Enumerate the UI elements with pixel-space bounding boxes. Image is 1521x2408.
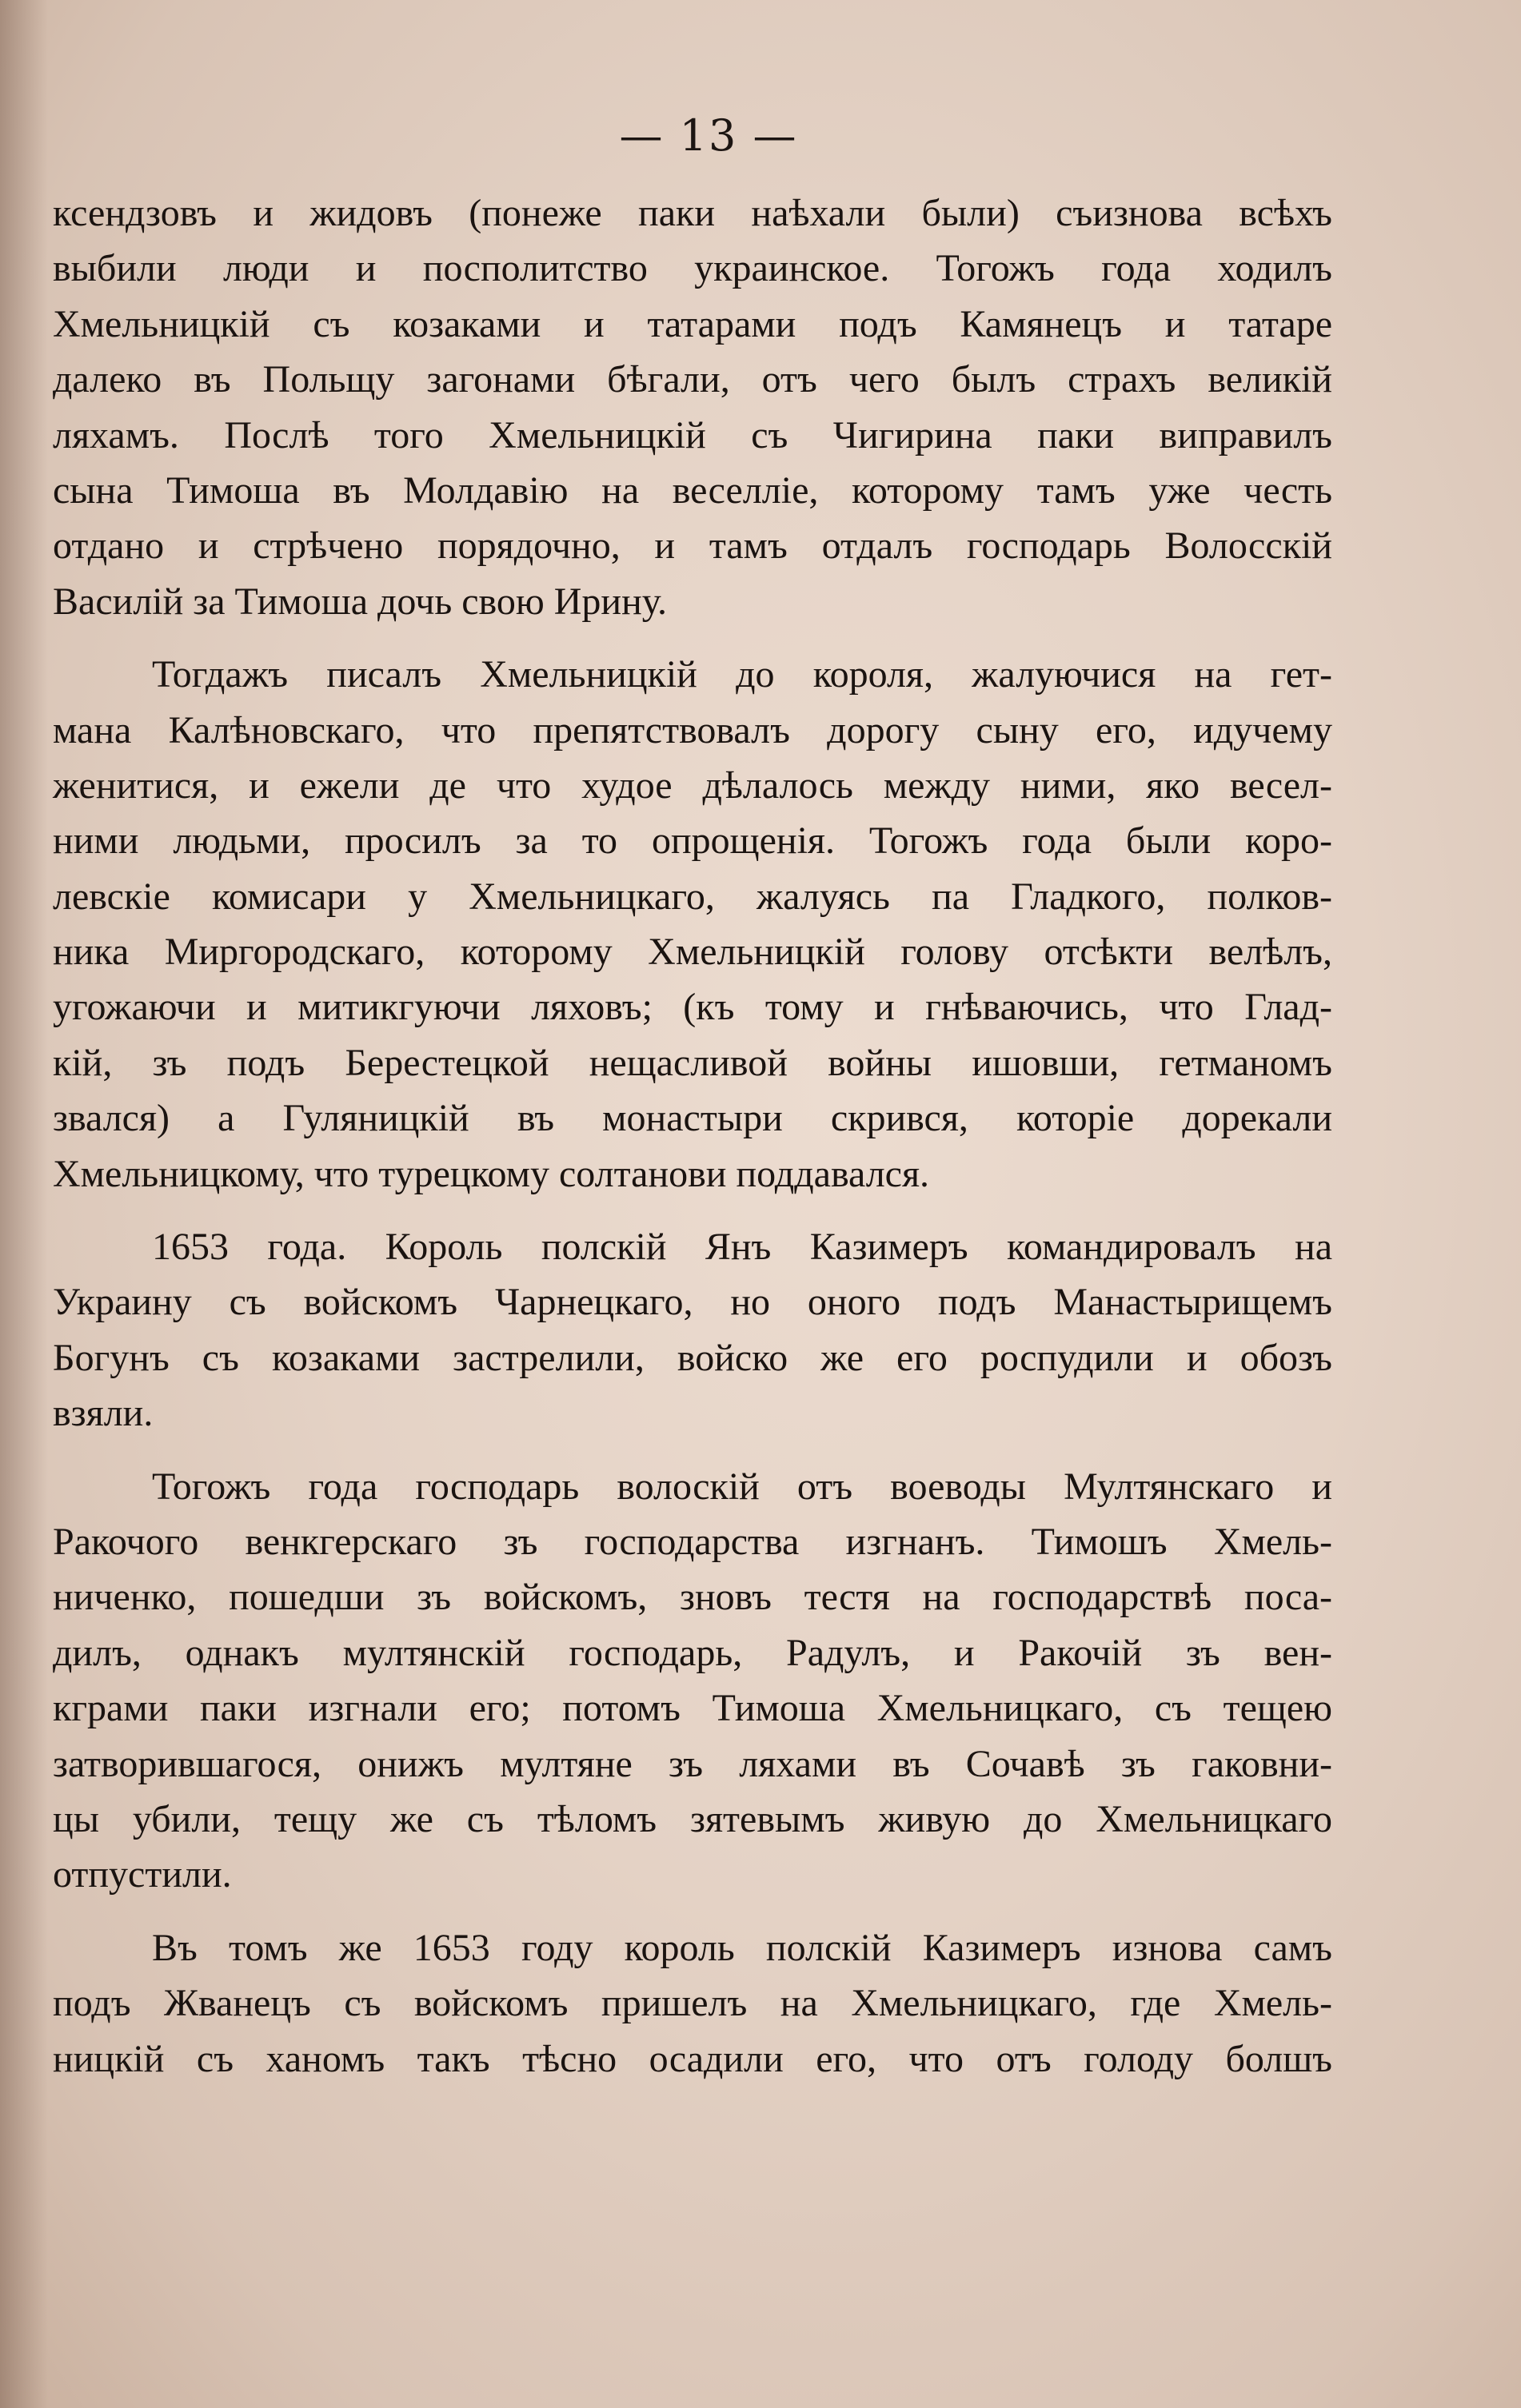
paragraph-gap bbox=[53, 1903, 1332, 1920]
page-number: — 13 — bbox=[619, 110, 798, 161]
text-line: Хмельницкій съ козаками и татарами подъ Камянецъ и татаре bbox=[53, 302, 1332, 345]
text-line: Тогдажъ писалъ Хмельницкій до короля, жалуючися на гет- bbox=[152, 653, 1332, 696]
text-line: сына Тимоша въ Молдавію на веселліе, которому тамъ уже честь bbox=[53, 468, 1332, 512]
text-line: кій, зъ подъ Берестецкой нещасливой войны ишовши, гетманомъ bbox=[53, 1041, 1332, 1084]
text-line: Въ томъ же 1653 году король полскій Казимеръ изнова самъ bbox=[152, 1926, 1332, 1969]
text-line: Тогожъ года господарь волоскій отъ воеводы Мултянскаго и bbox=[152, 1465, 1332, 1508]
text-line: звался) а Гуляницкій въ монастыри скрився, которіе дорекали bbox=[53, 1097, 1332, 1140]
text-line: ника Миргородскаго, которому Хмельницкій голову отсѣкти велѣлъ, bbox=[53, 931, 1332, 974]
text-line: затворившагося, онижъ мултяне зъ ляхами въ Сочавѣ зъ гаковни- bbox=[53, 1742, 1332, 1785]
text-line: выбили люди и посполитство украинское. Тогожъ года ходилъ bbox=[53, 247, 1332, 290]
text-line: женитися, и ежели де что худое дѣлалось между ними, яко весел- bbox=[53, 763, 1332, 807]
paragraph bbox=[53, 1459, 1332, 1903]
paragraph bbox=[53, 1920, 1332, 2087]
text-line: дилъ, однакъ мултянскій господарь, Радулъ, и Ракочій зъ вен- bbox=[53, 1631, 1332, 1674]
paragraph-gap bbox=[53, 1202, 1332, 1219]
text-line: ними людьми, просилъ за то опрощенія. Тогожъ года были коро- bbox=[53, 819, 1332, 863]
text-line: Богунъ съ козаками застрелили, войско же его роспудили и обозъ bbox=[53, 1336, 1332, 1379]
text-line: Василій за Тимоша дочь свою Ирину. bbox=[53, 580, 667, 623]
text-line: ницкій съ ханомъ такъ тѣсно осадили его, что отъ голоду болшъ bbox=[53, 2037, 1332, 2080]
text-line: левскіе комисари у Хмельницкаго, жалуясь па Гладкого, полков- bbox=[53, 875, 1332, 918]
text-line: угожаючи и митикгуючи ляховъ; (къ тому и гнѣваючись, что Глад- bbox=[53, 986, 1332, 1029]
text-line: подъ Жванецъ съ войскомъ пришелъ на Хмельницкаго, где Хмель- bbox=[53, 1982, 1332, 2025]
text-line: кграми паки изгнали его; потомъ Тимоша Хмельницкаго, съ тещею bbox=[53, 1687, 1332, 1730]
text-line: ляхамъ. Послѣ того Хмельницкій съ Чигирина паки виправилъ bbox=[53, 413, 1332, 456]
text-line: далеко въ Польщу загонами бѣгали, отъ чего былъ страхъ великій bbox=[53, 358, 1332, 401]
text-line: мана Калѣновскаго, что препятствовалъ дорогу сыну его, идучему bbox=[53, 708, 1332, 752]
paragraph-gap bbox=[53, 629, 1332, 647]
text-line: 1653 года. Король полскій Янъ Казимеръ командировалъ на bbox=[152, 1226, 1332, 1269]
text-line: отдано и стрѣчено порядочно, и тамъ отдалъ господарь Волосскій bbox=[53, 524, 1332, 568]
text-line: Хмельницкому, что турецкому солтанови поддавался. bbox=[53, 1152, 930, 1195]
text-line: Ракочого венкгерскаго зъ господарства изгнанъ. Тимошъ Хмель- bbox=[53, 1520, 1332, 1563]
text-line: Украину съ войскомъ Чарнецкаго, но оного подъ Манастырищемъ bbox=[53, 1281, 1332, 1324]
text-line: отпустили. bbox=[53, 1853, 232, 1896]
page-text bbox=[53, 185, 1332, 2087]
text-line: ксендзовъ и жидовъ (понеже паки наѣхали были) съизнова всѣхъ bbox=[53, 192, 1332, 234]
text-line: взяли. bbox=[53, 1392, 154, 1435]
paragraph-gap bbox=[53, 1441, 1332, 1459]
paragraph bbox=[53, 185, 1332, 629]
paragraph bbox=[53, 1219, 1332, 1441]
text-line: цы убили, тещу же съ тѣломъ зятевымъ живую до Хмельницкаго bbox=[53, 1797, 1332, 1840]
text-line: ниченко, пошедши зъ войскомъ, зновъ тестя на господарствѣ поса- bbox=[53, 1576, 1332, 1619]
paragraph bbox=[53, 647, 1332, 1202]
